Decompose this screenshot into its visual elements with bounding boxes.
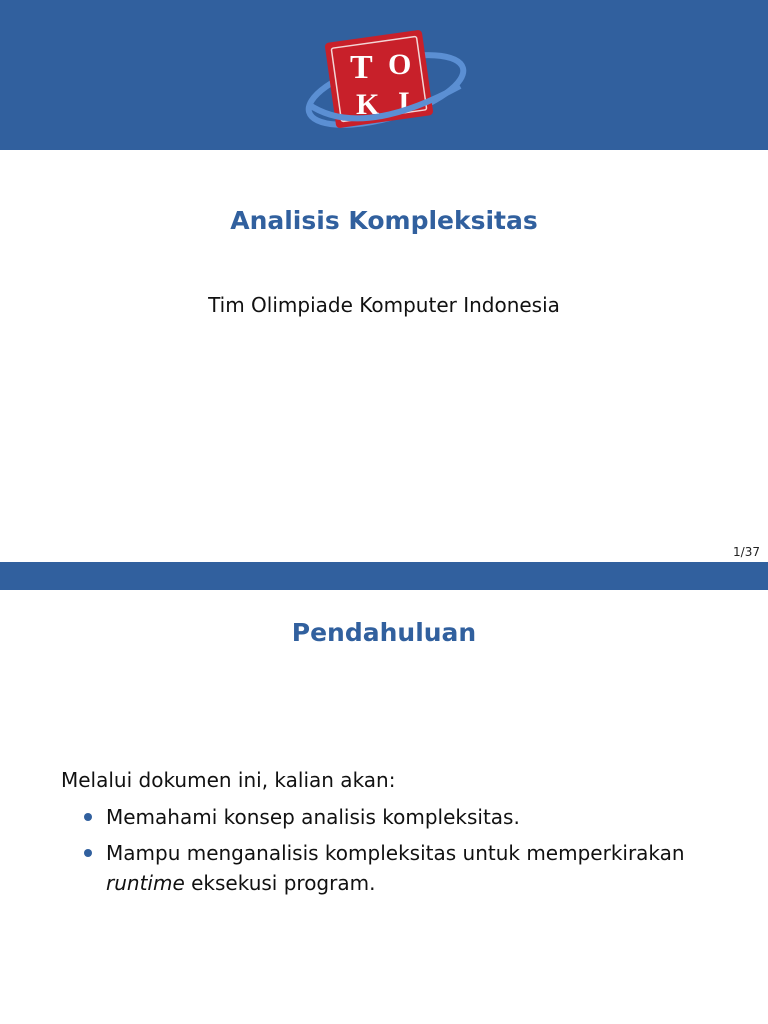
bullet-text: Memahami konsep analisis kompleksitas. [106,805,520,829]
slide1-author: Tim Olimpiade Komputer Indonesia [208,293,560,317]
slide-separator-bar [0,562,768,590]
page-number: 1/37 [733,545,760,559]
bullet-list [82,802,742,904]
bullet-text-after: eksekusi program. [184,871,376,895]
slide1-title: Analisis Kompleksitas [230,206,538,235]
list-item [82,802,742,832]
slide2-title: Pendahuluan [291,618,477,647]
bullet-icon [84,813,92,821]
slide2-intro: Melalui dokumen ini, kalian akan: [61,768,396,792]
top-banner [0,0,768,150]
bullet-emphasis: runtime [106,871,185,895]
bullet-icon [84,849,92,857]
logo-letter-i: I [398,86,410,119]
bullet-text-before: Mampu menganalisis kompleksitas untuk memperkirakan [106,841,685,865]
toki-logo [300,28,470,134]
logo-letter-o: O [388,48,412,81]
logo-letter-k: K [356,88,380,121]
logo-letter-t: T [350,49,373,86]
list-item [82,838,742,898]
